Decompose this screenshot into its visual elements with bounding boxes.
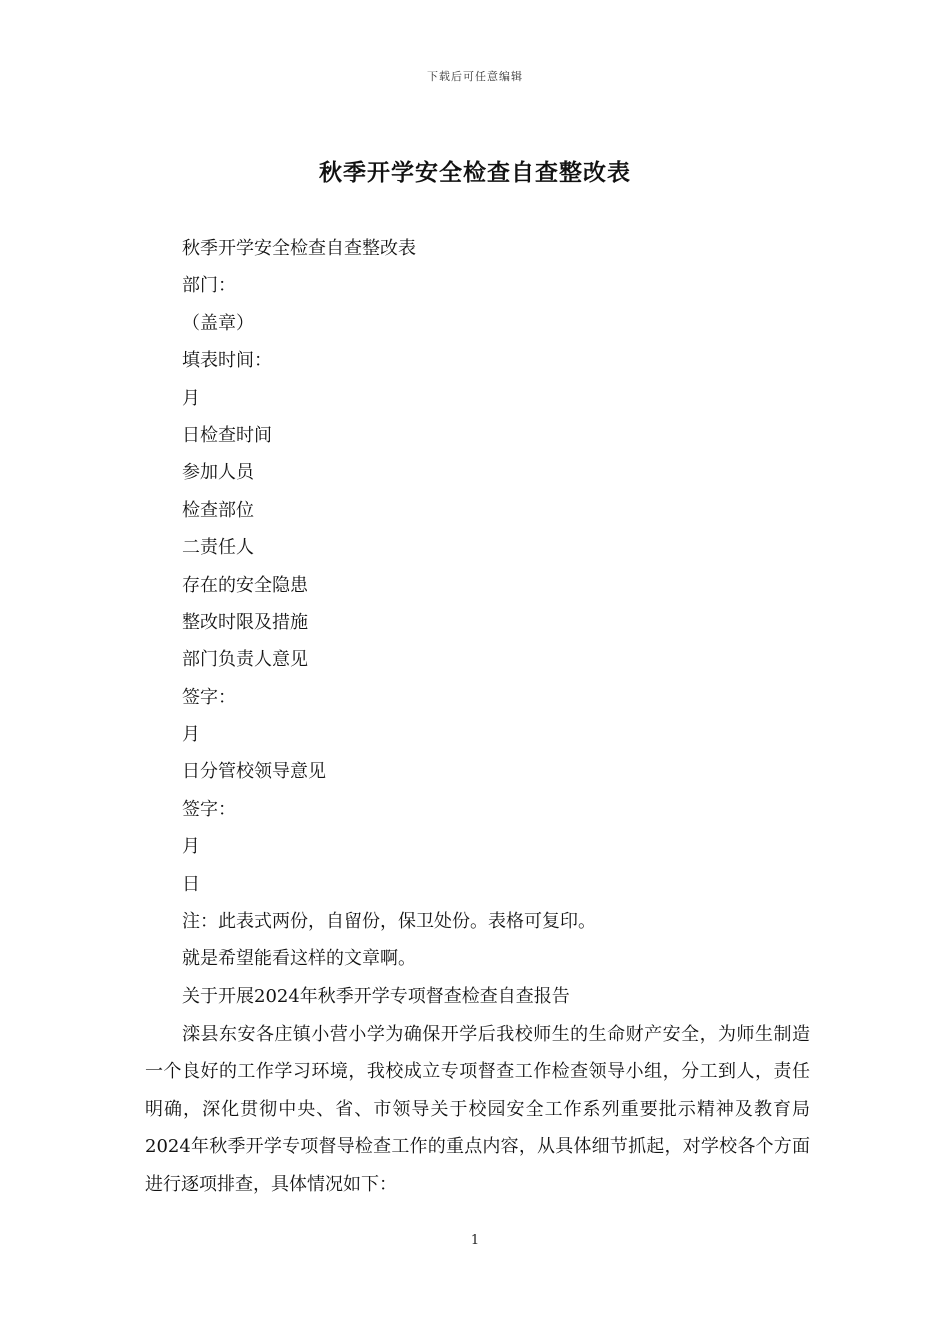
line-day: 日 <box>182 873 200 895</box>
document-title: 秋季开学安全检查自查整改表 <box>319 159 631 186</box>
line-department-head-opinion: 部门负责人意见 <box>182 649 308 671</box>
line-seal: （盖章） <box>182 312 254 334</box>
line-remark: 就是希望能看这样的文章啊。 <box>182 948 416 970</box>
line-month: 月 <box>182 387 200 409</box>
page-number: 1 <box>470 1233 480 1248</box>
line-responsible-person: 二责任人 <box>182 537 254 559</box>
line-month: 月 <box>182 836 200 858</box>
line-signature: 签字： <box>182 686 236 708</box>
line-participants: 参加人员 <box>182 462 254 484</box>
line-month: 月 <box>182 724 200 746</box>
line-fill-date: 填表时间： <box>182 350 272 372</box>
line-signature: 签字： <box>182 798 236 820</box>
report-paragraph: 滦县东安各庄镇小营小学为确保开学后我校师生的生命财产安全，为师生制造一个良好的工作学习环境，我校成立专项督查工作检查领导小组，分工到人，责任明确，深化贯彻中央、省、市领导关于校园安全工作系列重要批示精神及教育局2024年秋季开学专项督导检查工作的重点内容，从具体细节抓起，对学校各个方面进行逐项排查，具体情况如下： <box>145 1024 810 1195</box>
line-form-title: 秋季开学安全检查自查整改表 <box>182 238 416 259</box>
line-department: 部门： <box>182 275 236 297</box>
line-check-location: 检查部位 <box>182 499 254 521</box>
form-lines <box>182 237 822 1022</box>
line-leader-opinion: 日分管校领导意见 <box>182 761 326 783</box>
line-check-time: 日检查时间 <box>182 424 272 446</box>
header-note: 下载后可任意编辑 <box>427 70 523 83</box>
line-report-title: 关于开展2024年秋季开学专项督查检查自查报告 <box>182 985 570 1007</box>
line-note: 注：此表式两份，自留份，保卫处份。表格可复印。 <box>182 911 596 933</box>
line-hazards: 存在的安全隐患 <box>182 574 308 596</box>
line-rectification-measures: 整改时限及措施 <box>182 611 308 633</box>
